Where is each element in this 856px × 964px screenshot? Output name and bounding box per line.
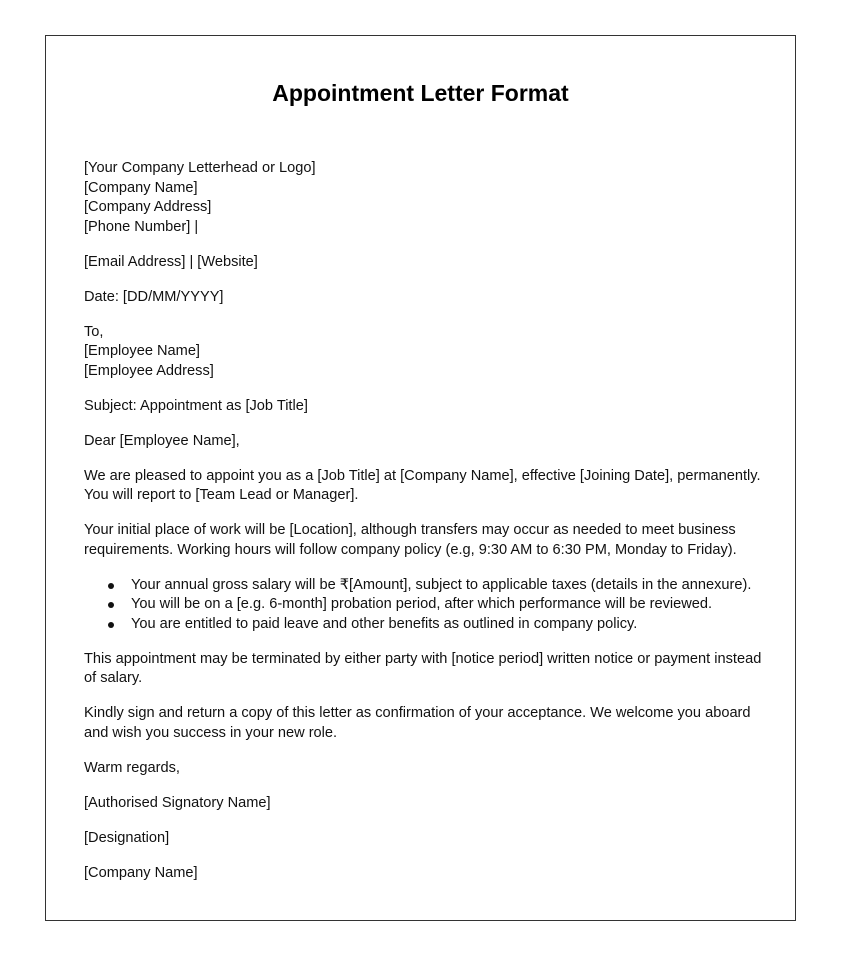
- company-address: [Company Address]: [84, 199, 212, 215]
- terms-list: [84, 576, 774, 635]
- paragraph-acceptance: [84, 704, 774, 743]
- letter-subject: Subject: Appointment as [Job Title]: [84, 397, 308, 414]
- paragraph-line: and wish you success in your new role.: [84, 724, 338, 741]
- paragraph-line: This appointment may be terminated by either party with [notice period] written notice or payment instead: [84, 650, 762, 667]
- page-title: Appointment Letter Format: [272, 80, 569, 106]
- letter-date: Date: [DD/MM/YYYY]: [84, 288, 224, 305]
- paragraph-line: Your initial place of work will be [Location], although transfers may occur as needed to meet business: [84, 522, 736, 538]
- paragraph-line: requirements. Working hours will follow company policy (e.g, 9:30 AM to 6:30 PM, Monday to Friday).: [84, 541, 737, 558]
- recipient-block: [84, 323, 774, 382]
- paragraph-work-location: [84, 521, 774, 560]
- signatory-name: [Authorised Signatory Name]: [84, 794, 271, 811]
- recipient-name: [Employee Name]: [84, 343, 200, 359]
- list-item-probation: You will be on a [e.g. 6-month] probation period, after which performance will be reviewed.: [131, 595, 774, 615]
- recipient-address: [Employee Address]: [84, 362, 214, 379]
- paragraph-line: Kindly sign and return a copy of this letter as confirmation of your acceptance. We welcome you aboard: [84, 705, 751, 721]
- salutation: Dear [Employee Name],: [84, 432, 240, 449]
- list-item-benefits: You are entitled to paid leave and other benefits as outlined in company policy.: [131, 615, 774, 635]
- paragraph-line: We are pleased to appoint you as a [Job Title] at [Company Name], effective [Joining Date], permanently.: [84, 467, 761, 484]
- company-header-block: [84, 159, 774, 237]
- company-email-website: [Email Address] | [Website]: [84, 253, 258, 270]
- paragraph-termination: [84, 650, 774, 689]
- letter-body: [84, 159, 774, 899]
- paragraph-line: You will report to [Team Lead or Manager].: [84, 487, 359, 503]
- company-name: [Company Name]: [84, 179, 198, 196]
- recipient-to: To,: [84, 323, 104, 340]
- signatory-company: [Company Name]: [84, 864, 198, 881]
- letter-page: [45, 35, 796, 921]
- company-phone: [Phone Number] |: [84, 218, 199, 235]
- signatory-designation: [Designation]: [84, 829, 170, 846]
- list-item-salary: Your annual gross salary will be ₹[Amount], subject to applicable taxes (details in the annexure).: [131, 576, 774, 596]
- closing: Warm regards,: [84, 759, 180, 776]
- company-letterhead: [Your Company Letterhead or Logo]: [84, 160, 316, 176]
- paragraph-line: of salary.: [84, 670, 143, 686]
- paragraph-appointment: [84, 467, 774, 506]
